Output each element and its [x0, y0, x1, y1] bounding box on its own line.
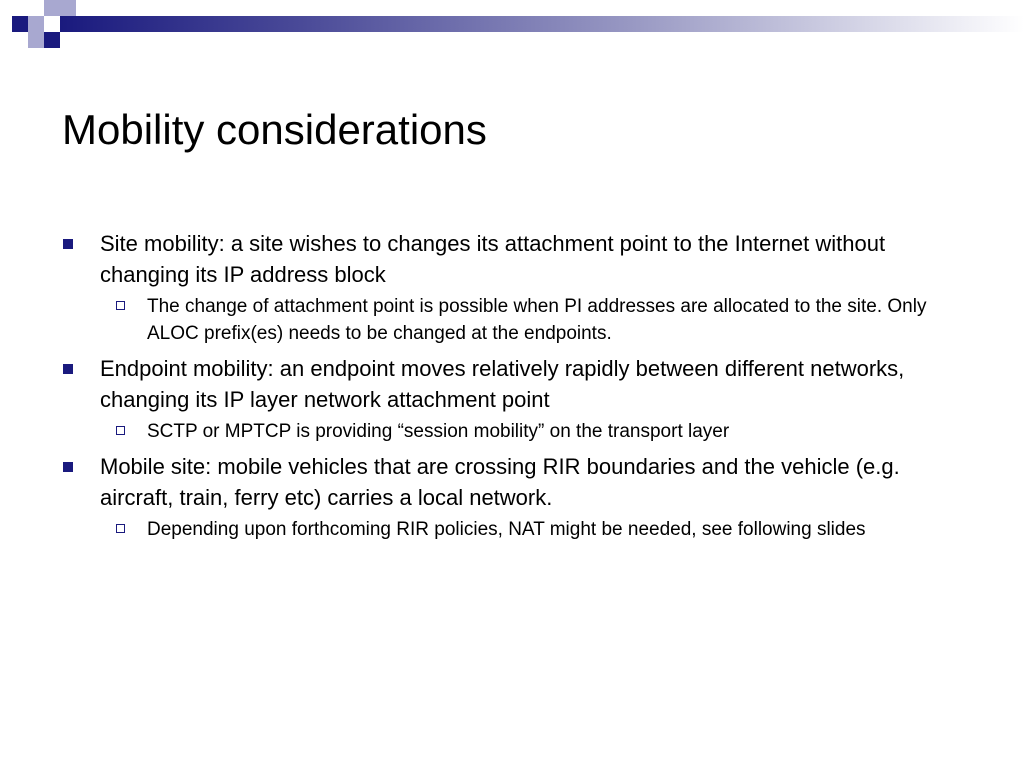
sub-bullet-text: The change of attachment point is possible when PI addresses are allocated to the site. Only ALOC prefix(es) needs to be changed at the endpoints. [147, 296, 927, 344]
bullet-item [62, 353, 962, 415]
bullet-text: Endpoint mobility: an endpoint moves relatively rapidly between different networks, changing its IP layer network attachment point [100, 356, 905, 412]
hollow-square-bullet-icon [116, 301, 125, 310]
bullet-item [62, 228, 962, 290]
hollow-square-bullet-icon [116, 426, 125, 435]
sub-bullet-item [62, 293, 962, 347]
square-bullet-icon [63, 462, 73, 472]
sub-bullet-item [62, 516, 962, 543]
sub-bullet-text: SCTP or MPTCP is providing “session mobility” on the transport layer [147, 421, 730, 442]
decor-square [44, 0, 60, 16]
decor-square [60, 0, 76, 16]
slide-title: Mobility considerations [62, 106, 487, 153]
decor-square [12, 16, 28, 32]
square-bullet-icon [63, 364, 73, 374]
hollow-square-bullet-icon [116, 524, 125, 533]
decor-square [28, 32, 44, 48]
bullet-text: Site mobility: a site wishes to changes its attachment point to the Internet without changing its IP address block [100, 231, 886, 287]
decor-square [44, 16, 60, 32]
decor-square [28, 16, 44, 32]
sub-bullet-text: Depending upon forthcoming RIR policies, NAT might be needed, see following slides [147, 519, 866, 540]
header-gradient-bar [60, 16, 1024, 32]
sub-bullet-item [62, 418, 962, 445]
bullet-text: Mobile site: mobile vehicles that are crossing RIR boundaries and the vehicle (e.g. aircraft, train, ferry etc) carries a local network. [100, 454, 900, 510]
square-bullet-icon [63, 239, 73, 249]
decor-square [44, 32, 60, 48]
header-decoration [0, 0, 1024, 48]
bullet-list [62, 228, 962, 549]
bullet-item [62, 451, 962, 513]
